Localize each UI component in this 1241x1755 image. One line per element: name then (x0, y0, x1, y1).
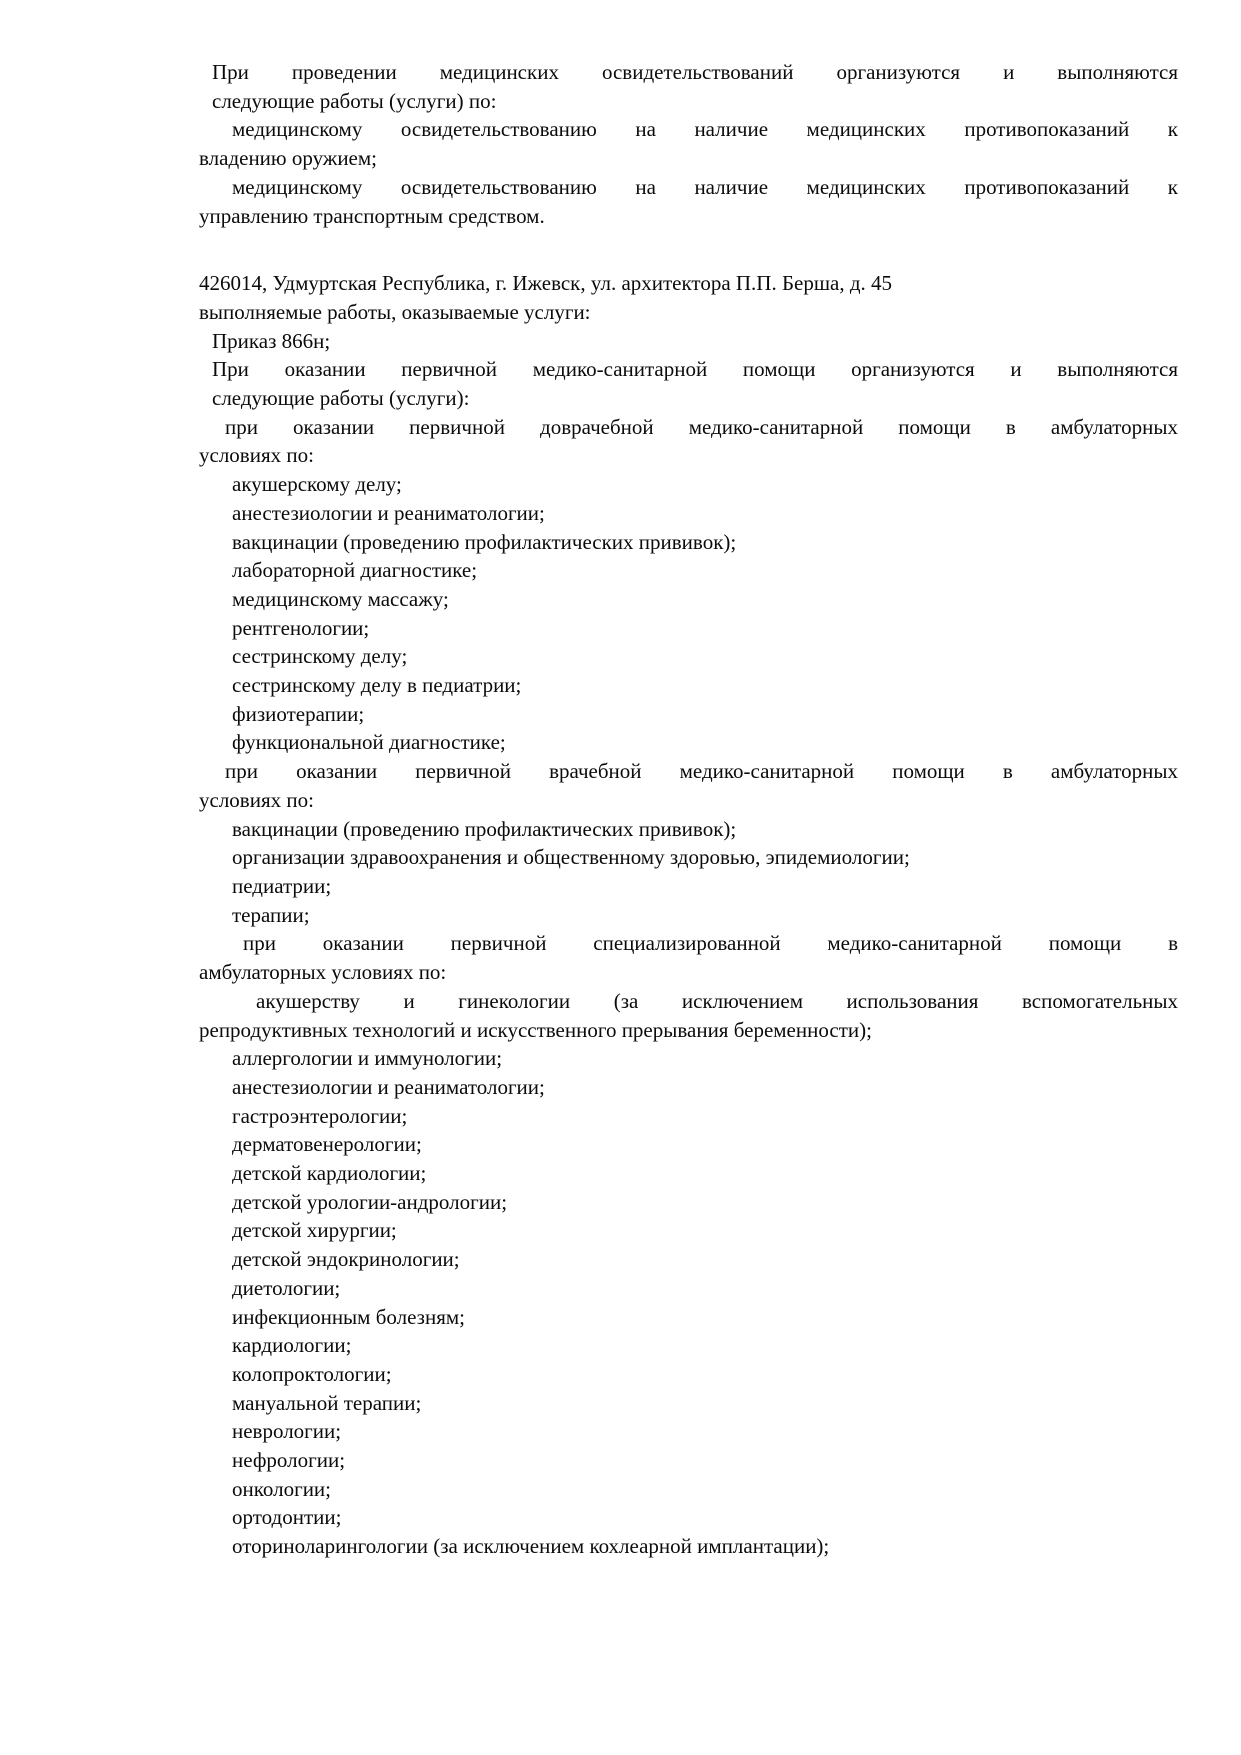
text-line: вакцинации (проведению профилактических прививок); (232, 816, 737, 841)
text-line: сестринскому делу в педиатрии; (232, 673, 522, 698)
text-line: владению оружием; (199, 146, 377, 171)
text-line: условиях по: (199, 787, 314, 812)
text-line: медицинскому массажу; (232, 586, 449, 611)
text-line: управлению транспортным средством. (199, 203, 545, 228)
text-line: кардиологии; (232, 1333, 352, 1358)
text-line: организации здравоохранения и общественному здоровью, эпидемиологии; (232, 845, 910, 870)
text-line: инфекционным болезням; (232, 1304, 465, 1329)
text-line: акушерскому делу; (232, 472, 402, 497)
text-line: выполняемые работы, оказываемые услуги: (199, 299, 591, 324)
text-line: гастроэнтерологии; (232, 1103, 408, 1128)
text-line: терапии; (232, 902, 310, 927)
text-line: При проведении медицинских освидетельствований организуются и выполняются (212, 60, 1178, 84)
text-line: медицинскому освидетельствованию на наличие медицинских противопоказаний к (232, 174, 1178, 199)
text-line: при оказании первичной специализированной медико-санитарной помощи в (243, 931, 1178, 956)
text-line: следующие работы (услуги): (212, 386, 470, 411)
section-medical-examinations (199, 58, 1178, 230)
text-line: При оказании первичной медико-санитарной помощи организуются и выполняются (212, 357, 1178, 382)
text-line: дерматовенерологии; (232, 1132, 422, 1157)
text-line: функциональной диагностике; (232, 730, 506, 755)
text-line: педиатрии; (232, 873, 332, 898)
document-text (199, 58, 1178, 1561)
text-line: следующие работы (услуги) по: (212, 88, 497, 113)
text-line: колопроктологии; (232, 1361, 392, 1386)
text-line: лабораторной диагностике; (232, 558, 478, 583)
text-line: детской урологии-андрологии; (232, 1189, 508, 1214)
text-line: мануальной терапии; (232, 1390, 422, 1415)
text-line: условиях по: (199, 443, 314, 468)
text-line: вакцинации (проведению профилактических прививок); (232, 529, 737, 554)
text-line: 426014, Удмуртская Республика, г. Ижевск, ул. архитектора П.П. Берша, д. 45 (199, 271, 893, 296)
text-line: Приказ 866н; (212, 328, 331, 353)
text-line: медицинскому освидетельствованию на наличие медицинских противопоказаний к (232, 117, 1178, 142)
text-line: рентгенологии; (232, 615, 370, 640)
text-line: акушерству и гинекологии (за исключением использования вспомогательных (256, 988, 1178, 1013)
text-line: анестезиологии и реаниматологии; (232, 500, 545, 525)
text-line: сестринскому делу; (232, 644, 408, 669)
text-line: амбулаторных условиях по: (199, 960, 447, 985)
section-address-services (199, 269, 1178, 1561)
text-line: детской эндокринологии; (232, 1247, 460, 1272)
text-line: детской кардиологии; (232, 1161, 427, 1186)
text-line: анестезиологии и реаниматологии; (232, 1074, 545, 1099)
text-line: физиотерапии; (232, 701, 365, 726)
text-line: онкологии; (232, 1476, 332, 1501)
text-line: диетологии; (232, 1275, 341, 1300)
text-line: нефрологии; (232, 1448, 346, 1473)
text-line: детской хирургии; (232, 1218, 397, 1243)
text-line: репродуктивных технологий и искусственного прерывания беременности); (199, 1017, 872, 1042)
text-line: неврологии; (232, 1419, 342, 1444)
text-line: при оказании первичной доврачебной медико-санитарной помощи в амбулаторных (225, 414, 1178, 439)
text-line: аллергологии и иммунологии; (232, 1046, 503, 1071)
text-line: при оказании первичной врачебной медико-санитарной помощи в амбулаторных (225, 759, 1178, 784)
text-line: ортодонтии; (232, 1505, 342, 1530)
text-line: оториноларингологии (за исключением кохлеарной имплантации); (232, 1534, 830, 1559)
